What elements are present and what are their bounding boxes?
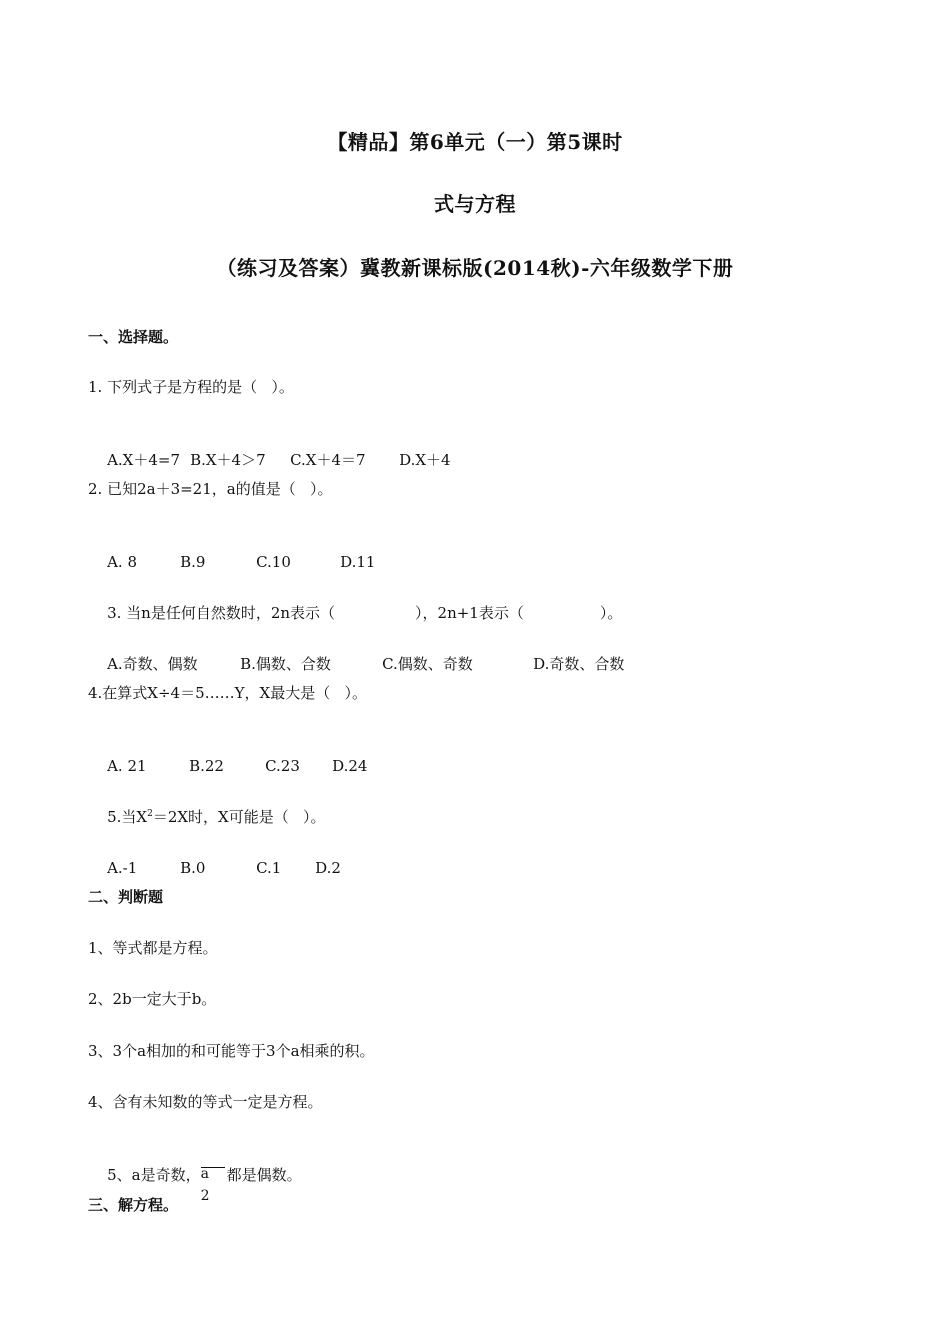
question-1-option-a: A.X＋4=7 <box>107 451 181 469</box>
question-1-option-d: D.X＋4 <box>399 451 451 469</box>
question-5-exponent: 2 <box>147 809 153 819</box>
question-2-option-d: D.11 <box>340 553 376 571</box>
question-2-option-c: C.10 <box>256 553 291 571</box>
judgement-item-5-part-1: 5、a是奇数， <box>107 1166 201 1184</box>
question-2-option-a: A. 8 <box>107 553 137 571</box>
judgement-item-5-part-2: 都是偶数。 <box>226 1166 302 1184</box>
question-3-stem-part-1: 3. 当n是任何自然数时，2n表示（ <box>107 604 336 622</box>
question-5-option-a: A.-1 <box>107 859 138 877</box>
section-heading-choice: 一、选择题。 <box>88 328 179 346</box>
fraction-bar <box>201 1167 225 1168</box>
section-heading-solve-equations: 三、解方程。 <box>88 1196 179 1214</box>
question-1-stem: 1. 下列式子是方程的是（ ）。 <box>88 378 294 396</box>
question-5-option-d: D.2 <box>315 859 341 877</box>
question-3-option-d: D.奇数、合数 <box>533 655 625 673</box>
question-4-option-a: A. 21 <box>107 757 147 775</box>
judgement-item-2: 2、2b一定大于b。 <box>88 990 217 1008</box>
question-3-option-a: A.奇数、偶数 <box>107 655 198 673</box>
question-5-option-b: B.0 <box>180 859 206 877</box>
fraction-numerator: a <box>200 1166 209 1182</box>
question-1-option-c: C.X＋4＝7 <box>290 451 366 469</box>
title-line-1: 【精品】第6单元（一）第5课时 <box>327 130 623 154</box>
judgement-item-3: 3、3个a相加的和可能等于3个a相乘的积。 <box>88 1042 375 1060</box>
question-5-stem-part-2: ＝2X时，X可能是（ ）。 <box>152 808 326 826</box>
title-line-3: （练习及答案）冀教新课标版(2014秋)-六年级数学下册 <box>216 256 734 280</box>
question-2-option-b: B.9 <box>180 553 206 571</box>
question-1-option-b: B.X＋4＞7 <box>190 451 266 469</box>
question-3-stem-part-3: ）。 <box>599 604 623 622</box>
question-3-option-b: B.偶数、合数 <box>240 655 331 673</box>
question-4-stem: 4.在算式X÷4＝5……Y，X最大是（ ）。 <box>88 684 368 702</box>
question-4-option-c: C.23 <box>265 757 300 775</box>
title-line-2: 式与方程 <box>434 192 516 216</box>
question-2-stem: 2. 已知2a＋3=21，a的值是（ ）。 <box>88 480 333 498</box>
fraction-denominator: 2 <box>200 1188 210 1204</box>
section-heading-true-false: 二、判断题 <box>88 888 164 906</box>
question-5-stem-part-1: 5.当X <box>107 808 148 826</box>
question-3-stem-part-2: ），2n+1表示（ <box>415 604 524 622</box>
judgement-item-1: 1、等式都是方程。 <box>88 939 218 957</box>
question-4-option-b: B.22 <box>189 757 224 775</box>
judgement-item-4: 4、含有未知数的等式一定是方程。 <box>88 1093 323 1111</box>
question-3-option-c: C.偶数、奇数 <box>382 655 473 673</box>
question-4-option-d: D.24 <box>332 757 368 775</box>
fraction-a-over-2 <box>200 1164 227 1204</box>
question-5-option-c: C.1 <box>256 859 282 877</box>
